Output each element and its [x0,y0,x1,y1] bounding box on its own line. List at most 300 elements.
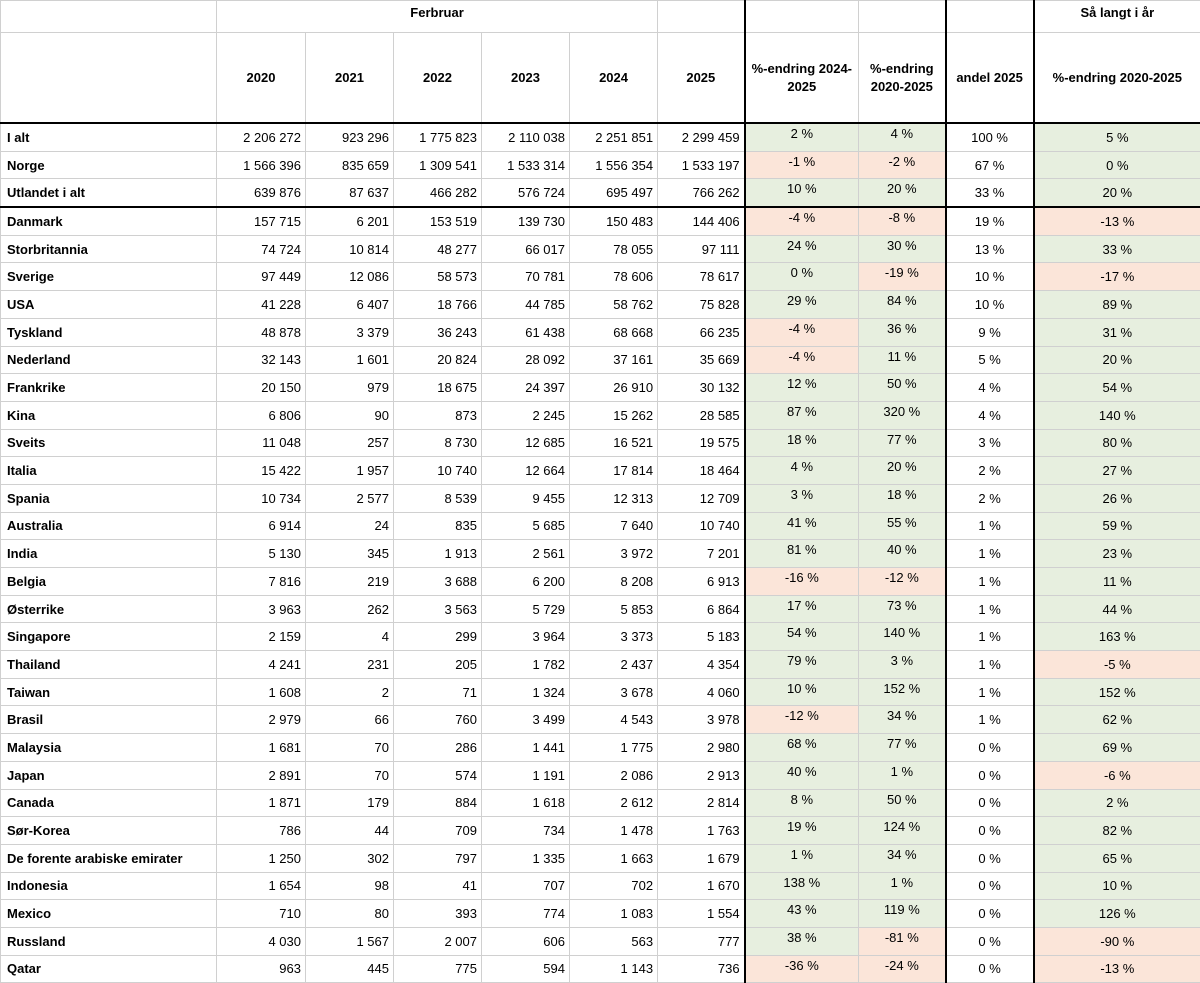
value-cell: 18 766 [394,291,482,319]
table-row [1,706,1200,734]
value-cell: 10 814 [306,235,394,263]
change-2024-2025-cell: 3 % [745,484,859,512]
change-2024-2025-cell: 18 % [745,429,859,457]
value-cell: 205 [394,651,482,679]
group-header-ytd: Så langt i år [1034,1,1200,33]
col-header-ytd-change: %-endring 2020-2025 [1034,33,1200,124]
ytd-change-cell: -13 % [1034,955,1200,983]
value-cell: 3 499 [482,706,570,734]
col-header-change-2024-2025: %-endring 2024-2025 [745,33,859,124]
value-cell: 144 406 [658,207,745,235]
value-cell: 10 740 [394,457,482,485]
value-cell: 2 979 [217,706,306,734]
value-cell: 775 [394,955,482,983]
value-cell: 299 [394,623,482,651]
row-label: Storbritannia [1,235,217,263]
value-cell: 5 130 [217,540,306,568]
share-2025-cell: 4 % [946,401,1034,429]
value-cell: 66 [306,706,394,734]
value-cell: 2 299 459 [658,123,745,151]
value-cell: 1 309 541 [394,151,482,179]
value-cell: 5 729 [482,595,570,623]
value-cell: 393 [394,900,482,928]
row-label: Australia [1,512,217,540]
change-2020-2025-cell: 4 % [859,123,946,151]
share-2025-cell: 1 % [946,595,1034,623]
change-2024-2025-cell: -4 % [745,318,859,346]
value-cell: 2 913 [658,761,745,789]
value-cell: 24 397 [482,374,570,402]
table-row [1,761,1200,789]
change-2024-2025-cell: -4 % [745,207,859,235]
value-cell: 1 681 [217,734,306,762]
change-2024-2025-cell: -12 % [745,706,859,734]
value-cell: 766 262 [658,179,745,207]
ytd-change-cell: 11 % [1034,568,1200,596]
value-cell: 68 668 [570,318,658,346]
share-2025-cell: 67 % [946,151,1034,179]
share-2025-cell: 0 % [946,789,1034,817]
ytd-change-cell: 69 % [1034,734,1200,762]
table-row [1,179,1200,207]
change-2020-2025-cell: 18 % [859,484,946,512]
change-2020-2025-cell: -19 % [859,263,946,291]
share-2025-cell: 0 % [946,955,1034,983]
change-2020-2025-cell: 30 % [859,235,946,263]
value-cell: 2 007 [394,927,482,955]
row-label: Qatar [1,955,217,983]
share-2025-cell: 19 % [946,207,1034,235]
change-2024-2025-cell: 24 % [745,235,859,263]
table-row [1,291,1200,319]
value-cell: 10 734 [217,484,306,512]
value-cell: 15 262 [570,401,658,429]
row-label: Utlandet i alt [1,179,217,207]
value-cell: 257 [306,429,394,457]
value-cell: 97 449 [217,263,306,291]
value-cell: 12 664 [482,457,570,485]
value-cell: 48 277 [394,235,482,263]
col-header-2022: 2022 [394,33,482,124]
table-row [1,207,1200,235]
value-cell: 262 [306,595,394,623]
share-2025-cell: 0 % [946,872,1034,900]
share-2025-cell: 33 % [946,179,1034,207]
share-2025-cell: 9 % [946,318,1034,346]
value-cell: 1 957 [306,457,394,485]
value-cell: 1 775 823 [394,123,482,151]
value-cell: 58 762 [570,291,658,319]
value-cell: 4 543 [570,706,658,734]
ytd-change-cell: 31 % [1034,318,1200,346]
value-cell: 2 561 [482,540,570,568]
value-cell: 1 335 [482,844,570,872]
change-2020-2025-cell: 1 % [859,872,946,900]
value-cell: 4 [306,623,394,651]
value-cell: 3 972 [570,540,658,568]
value-cell: 35 669 [658,346,745,374]
ytd-change-cell: -13 % [1034,207,1200,235]
value-cell: 563 [570,927,658,955]
ytd-change-cell: 80 % [1034,429,1200,457]
change-2024-2025-cell: -16 % [745,568,859,596]
value-cell: 445 [306,955,394,983]
row-label: Mexico [1,900,217,928]
value-cell: 66 235 [658,318,745,346]
value-cell: 6 407 [306,291,394,319]
value-cell: 78 617 [658,263,745,291]
change-2024-2025-cell: 79 % [745,651,859,679]
value-cell: 1 608 [217,678,306,706]
value-cell: 6 200 [482,568,570,596]
value-cell: 3 563 [394,595,482,623]
value-cell: 90 [306,401,394,429]
change-2020-2025-cell: 3 % [859,651,946,679]
share-2025-cell: 5 % [946,346,1034,374]
row-label: Russland [1,927,217,955]
value-cell: 7 201 [658,540,745,568]
value-cell: 179 [306,789,394,817]
change-2020-2025-cell: -12 % [859,568,946,596]
value-cell: 574 [394,761,482,789]
value-cell: 44 [306,817,394,845]
blank-header [658,1,745,33]
share-2025-cell: 1 % [946,678,1034,706]
table-row [1,263,1200,291]
value-cell: 2 577 [306,484,394,512]
value-cell: 1 554 [658,900,745,928]
value-cell: 26 910 [570,374,658,402]
table-row [1,318,1200,346]
value-cell: 15 422 [217,457,306,485]
blank-header [859,1,946,33]
ytd-change-cell: 152 % [1034,678,1200,706]
corner-cell [1,1,217,33]
share-2025-cell: 0 % [946,734,1034,762]
value-cell: 576 724 [482,179,570,207]
value-cell: 707 [482,872,570,900]
value-cell: 12 709 [658,484,745,512]
value-cell: 345 [306,540,394,568]
value-cell: 1 478 [570,817,658,845]
row-label: Tyskland [1,318,217,346]
value-cell: 3 978 [658,706,745,734]
change-2024-2025-cell: 8 % [745,789,859,817]
value-cell: 1 601 [306,346,394,374]
value-cell: 835 659 [306,151,394,179]
col-header-share-2025: andel 2025 [946,33,1034,124]
value-cell: 231 [306,651,394,679]
value-cell: 835 [394,512,482,540]
value-cell: 18 675 [394,374,482,402]
value-cell: 923 296 [306,123,394,151]
value-cell: 10 740 [658,512,745,540]
value-cell: 16 521 [570,429,658,457]
table-row [1,457,1200,485]
value-cell: 1 191 [482,761,570,789]
value-cell: 78 606 [570,263,658,291]
value-cell: 153 519 [394,207,482,235]
value-cell: 6 914 [217,512,306,540]
row-label: Norge [1,151,217,179]
value-cell: 2 206 272 [217,123,306,151]
table-row [1,401,1200,429]
share-2025-cell: 1 % [946,512,1034,540]
value-cell: 219 [306,568,394,596]
ytd-change-cell: 20 % [1034,179,1200,207]
change-2020-2025-cell: -24 % [859,955,946,983]
value-cell: 1 250 [217,844,306,872]
value-cell: 12 685 [482,429,570,457]
row-label: Malaysia [1,734,217,762]
row-label: Østerrike [1,595,217,623]
change-2020-2025-cell: 124 % [859,817,946,845]
value-cell: 3 688 [394,568,482,596]
value-cell: 774 [482,900,570,928]
change-2024-2025-cell: 81 % [745,540,859,568]
row-label: Kina [1,401,217,429]
change-2020-2025-cell: 55 % [859,512,946,540]
value-cell: 3 963 [217,595,306,623]
change-2024-2025-cell: 40 % [745,761,859,789]
row-label: Nederland [1,346,217,374]
row-label: Spania [1,484,217,512]
share-2025-cell: 13 % [946,235,1034,263]
value-cell: 736 [658,955,745,983]
ytd-change-cell: 59 % [1034,512,1200,540]
change-2024-2025-cell: 43 % [745,900,859,928]
value-cell: 157 715 [217,207,306,235]
value-cell: 1 566 396 [217,151,306,179]
change-2020-2025-cell: 40 % [859,540,946,568]
change-2020-2025-cell: 77 % [859,734,946,762]
col-header-2025: 2025 [658,33,745,124]
value-cell: 5 853 [570,595,658,623]
change-2020-2025-cell: 140 % [859,623,946,651]
value-cell: 150 483 [570,207,658,235]
value-cell: 70 781 [482,263,570,291]
value-cell: 302 [306,844,394,872]
ytd-change-cell: 0 % [1034,151,1200,179]
change-2020-2025-cell: 84 % [859,291,946,319]
value-cell: 12 086 [306,263,394,291]
value-cell: 4 060 [658,678,745,706]
value-cell: 6 806 [217,401,306,429]
value-cell: 1 670 [658,872,745,900]
table-row [1,374,1200,402]
value-cell: 41 [394,872,482,900]
change-2020-2025-cell: -81 % [859,927,946,955]
col-header-2021: 2021 [306,33,394,124]
table-row [1,346,1200,374]
change-2024-2025-cell: 12 % [745,374,859,402]
change-2024-2025-cell: 0 % [745,263,859,291]
value-cell: 2 245 [482,401,570,429]
value-cell: 44 785 [482,291,570,319]
value-cell: 6 864 [658,595,745,623]
table-row [1,651,1200,679]
change-2024-2025-cell: 54 % [745,623,859,651]
ytd-change-cell: 10 % [1034,872,1200,900]
value-cell: 1 324 [482,678,570,706]
value-cell: 2 [306,678,394,706]
value-cell: 11 048 [217,429,306,457]
value-cell: 20 150 [217,374,306,402]
value-cell: 87 637 [306,179,394,207]
ytd-change-cell: -6 % [1034,761,1200,789]
blank-header [745,1,859,33]
value-cell: 2 110 038 [482,123,570,151]
value-cell: 1 533 197 [658,151,745,179]
ytd-change-cell: 20 % [1034,346,1200,374]
ytd-change-cell: 163 % [1034,623,1200,651]
ytd-change-cell: 5 % [1034,123,1200,151]
value-cell: 2 437 [570,651,658,679]
value-cell: 2 251 851 [570,123,658,151]
value-cell: 2 612 [570,789,658,817]
value-cell: 797 [394,844,482,872]
value-cell: 6 913 [658,568,745,596]
group-header-ferbruar: Ferbruar [217,1,658,33]
ytd-change-cell: 2 % [1034,789,1200,817]
value-cell: 710 [217,900,306,928]
value-cell: 36 243 [394,318,482,346]
value-cell: 2 891 [217,761,306,789]
value-cell: 760 [394,706,482,734]
value-cell: 3 964 [482,623,570,651]
share-2025-cell: 1 % [946,651,1034,679]
value-cell: 5 183 [658,623,745,651]
value-cell: 4 030 [217,927,306,955]
table-row [1,484,1200,512]
value-cell: 709 [394,817,482,845]
share-2025-cell: 1 % [946,540,1034,568]
share-2025-cell: 1 % [946,623,1034,651]
value-cell: 2 086 [570,761,658,789]
row-label: USA [1,291,217,319]
value-cell: 74 724 [217,235,306,263]
value-cell: 979 [306,374,394,402]
value-cell: 12 313 [570,484,658,512]
row-label: Sveits [1,429,217,457]
row-label: De forente arabiske emirater [1,844,217,872]
value-cell: 594 [482,955,570,983]
change-2020-2025-cell: 320 % [859,401,946,429]
row-label: Taiwan [1,678,217,706]
table-row [1,844,1200,872]
value-cell: 6 201 [306,207,394,235]
change-2020-2025-cell: 20 % [859,457,946,485]
value-cell: 4 241 [217,651,306,679]
value-cell: 286 [394,734,482,762]
row-label: Sør-Korea [1,817,217,845]
value-cell: 1 679 [658,844,745,872]
change-2020-2025-cell: 152 % [859,678,946,706]
value-cell: 1 663 [570,844,658,872]
value-cell: 70 [306,761,394,789]
change-2020-2025-cell: 50 % [859,789,946,817]
table-row [1,955,1200,983]
value-cell: 80 [306,900,394,928]
change-2020-2025-cell: 34 % [859,706,946,734]
value-cell: 3 373 [570,623,658,651]
value-cell: 2 814 [658,789,745,817]
change-2024-2025-cell: -4 % [745,346,859,374]
col-header-2024: 2024 [570,33,658,124]
share-2025-cell: 4 % [946,374,1034,402]
change-2020-2025-cell: 36 % [859,318,946,346]
blank-header [946,1,1034,33]
share-2025-cell: 0 % [946,900,1034,928]
ytd-change-cell: 62 % [1034,706,1200,734]
value-cell: 98 [306,872,394,900]
table-row [1,568,1200,596]
row-label: Japan [1,761,217,789]
value-cell: 1 533 314 [482,151,570,179]
row-label: Frankrike [1,374,217,402]
col-header-2023: 2023 [482,33,570,124]
value-cell: 1 618 [482,789,570,817]
value-cell: 7 640 [570,512,658,540]
value-cell: 9 455 [482,484,570,512]
value-cell: 32 143 [217,346,306,374]
row-label: Brasil [1,706,217,734]
row-label: Danmark [1,207,217,235]
share-2025-cell: 2 % [946,484,1034,512]
change-2024-2025-cell: 38 % [745,927,859,955]
table-row [1,789,1200,817]
row-label: Singapore [1,623,217,651]
col-header-2020: 2020 [217,33,306,124]
table-row [1,429,1200,457]
value-cell: 606 [482,927,570,955]
share-2025-cell: 1 % [946,568,1034,596]
value-cell: 1 556 354 [570,151,658,179]
value-cell: 5 685 [482,512,570,540]
value-cell: 2 980 [658,734,745,762]
value-cell: 24 [306,512,394,540]
share-2025-cell: 0 % [946,817,1034,845]
share-2025-cell: 10 % [946,263,1034,291]
share-2025-cell: 100 % [946,123,1034,151]
ytd-change-cell: -90 % [1034,927,1200,955]
value-cell: 1 567 [306,927,394,955]
value-cell: 1 782 [482,651,570,679]
share-2025-cell: 10 % [946,291,1034,319]
change-2020-2025-cell: 1 % [859,761,946,789]
change-2024-2025-cell: 87 % [745,401,859,429]
table-row [1,678,1200,706]
value-cell: 1 775 [570,734,658,762]
value-cell: 8 539 [394,484,482,512]
table-row [1,595,1200,623]
value-cell: 695 497 [570,179,658,207]
value-cell: 873 [394,401,482,429]
table-row [1,151,1200,179]
table-row [1,817,1200,845]
value-cell: 734 [482,817,570,845]
value-cell: 4 354 [658,651,745,679]
value-cell: 1 083 [570,900,658,928]
value-cell: 41 228 [217,291,306,319]
row-label: I alt [1,123,217,151]
change-2020-2025-cell: -8 % [859,207,946,235]
row-label-header [1,33,217,124]
change-2020-2025-cell: -2 % [859,151,946,179]
ytd-change-cell: 27 % [1034,457,1200,485]
table-row [1,123,1200,151]
share-2025-cell: 0 % [946,927,1034,955]
